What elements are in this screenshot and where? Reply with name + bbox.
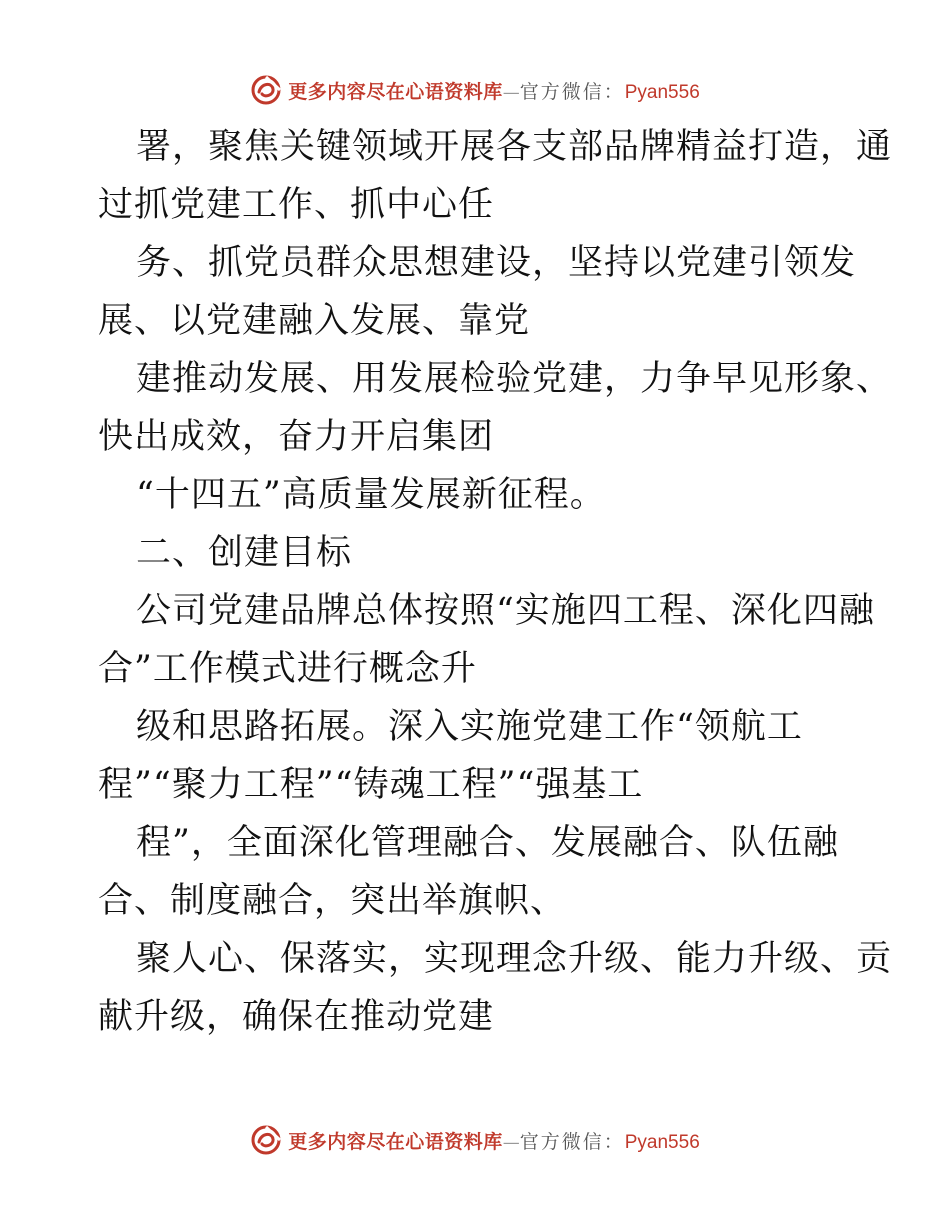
document-body bbox=[98, 118, 893, 1046]
text-line: 建推动发展、用发展检验党建，力争早见形象、 bbox=[136, 359, 893, 399]
text-line: 程”“聚力工程”“铸魂工程”“强基工 bbox=[98, 765, 644, 805]
banner-separator: — bbox=[502, 1132, 520, 1153]
text-line: 公司党建品牌总体按照“实施四工程、深化四融 bbox=[136, 591, 875, 631]
section-heading: 二、创建目标 bbox=[136, 533, 353, 573]
text-line: 署，聚焦关键领域开展各支部品牌精益打造，通 bbox=[136, 127, 893, 167]
text-line: 过抓党建工作、抓中心任 bbox=[98, 185, 495, 225]
banner-text bbox=[288, 77, 700, 104]
banner-main-text: 更多内容尽在心语资料库 bbox=[288, 80, 503, 103]
text-line: 合”工作模式进行概念升 bbox=[98, 649, 477, 689]
text-line: “十四五”高质量发展新征程。 bbox=[136, 475, 606, 515]
banner-wechat-label: 官方微信： bbox=[519, 1130, 625, 1153]
footer-banner bbox=[0, 1120, 950, 1160]
red-swirl-logo-icon bbox=[250, 74, 282, 106]
banner-separator: — bbox=[502, 82, 520, 103]
banner-wechat-id: Pyan556 bbox=[624, 1131, 700, 1153]
text-line: 聚人心、保落实，实现理念升级、能力升级、贡 bbox=[136, 939, 893, 979]
text-line: 献升级，确保在推动党建 bbox=[98, 997, 495, 1037]
text-line: 合、制度融合，突出举旗帜、 bbox=[98, 881, 567, 921]
text-line: 展、以党建融入发展、靠党 bbox=[98, 301, 531, 341]
banner-wechat-label: 官方微信： bbox=[519, 80, 625, 103]
text-line: 务、抓党员群众思想建设，坚持以党建引领发 bbox=[136, 243, 857, 283]
text-line: 级和思路拓展。深入实施党建工作“领航工 bbox=[136, 707, 803, 747]
banner-main-text: 更多内容尽在心语资料库 bbox=[288, 1130, 503, 1153]
header-banner bbox=[0, 70, 950, 110]
red-swirl-logo-icon bbox=[250, 1124, 282, 1156]
banner-text bbox=[288, 1127, 700, 1154]
text-line: 快出成效，奋力开启集团 bbox=[98, 417, 495, 457]
text-line: 程”，全面深化管理融合、发展融合、队伍融 bbox=[136, 823, 839, 863]
banner-wechat-id: Pyan556 bbox=[624, 81, 700, 103]
